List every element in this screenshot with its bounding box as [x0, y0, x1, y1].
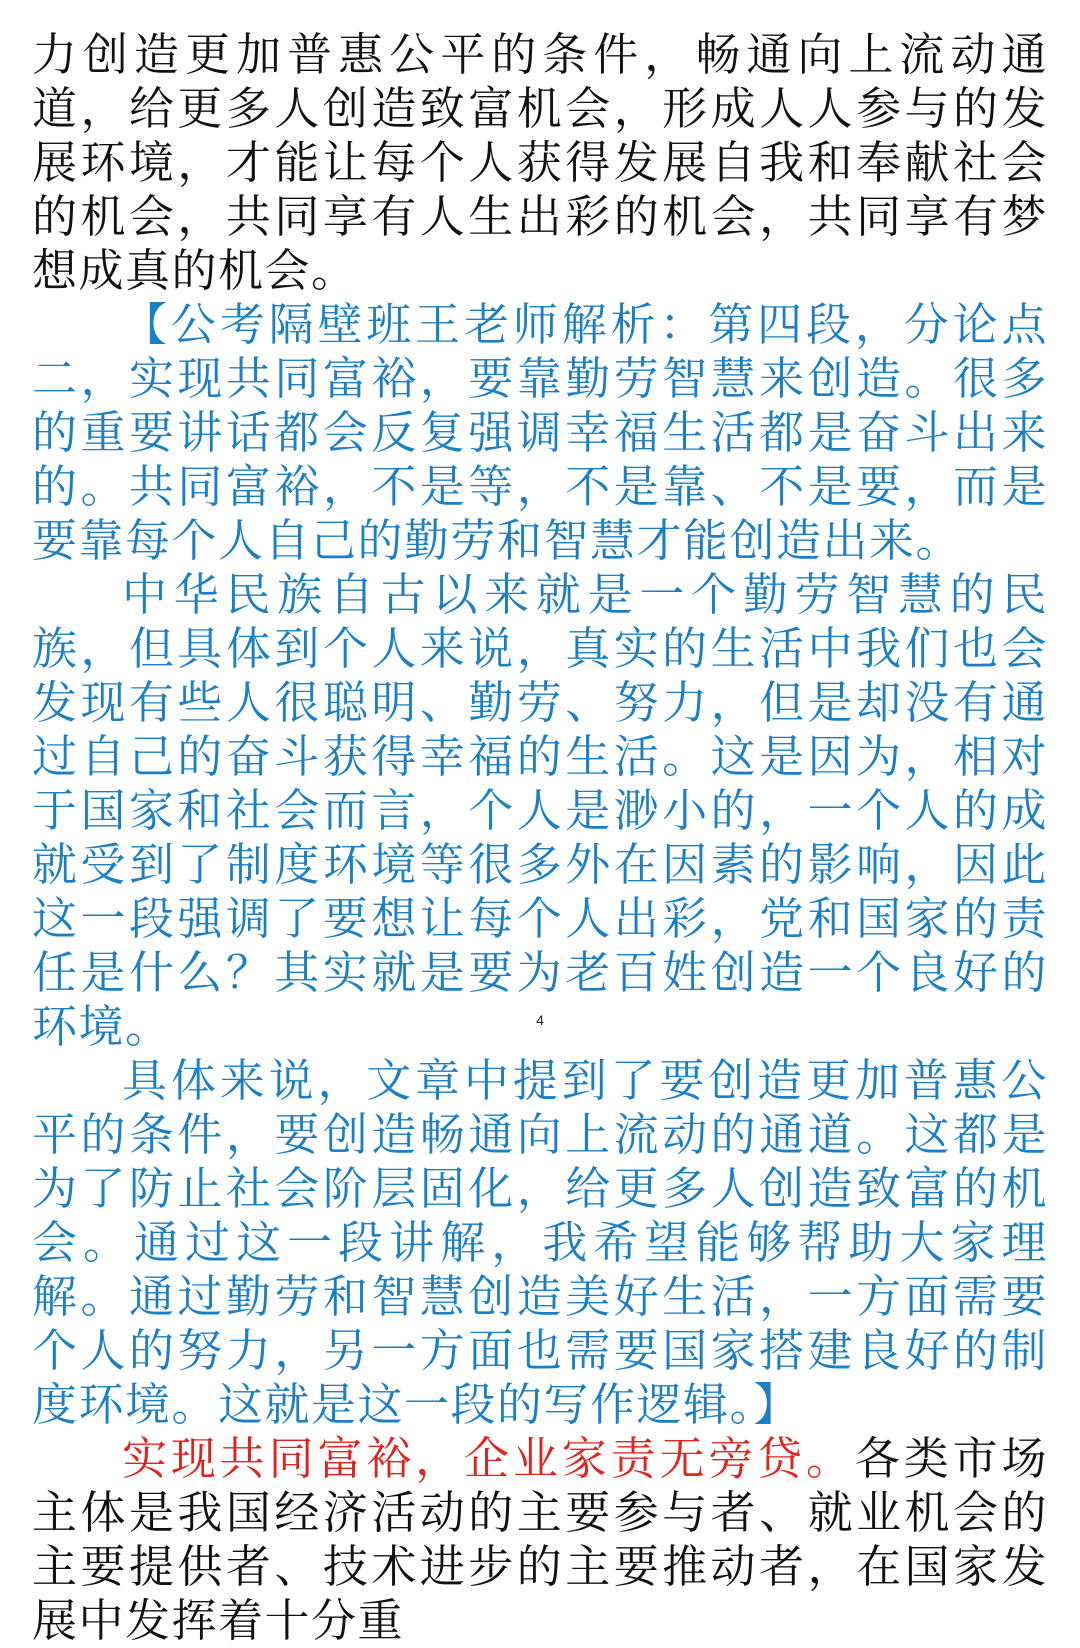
analysis-paragraph-nation: 中华民族自古以来就是一个勤劳智慧的民族，但具体到个人来说，真实的生活中我们也会发现有些人很聪明、勤劳、努力，但是却没有通过自己的奋斗获得幸福的生活。这是因为，相对于国家和社会而言，个人是渺小的，一个人的成就受到了制度环境等很多外在因素的影响，因此这一段强调了要想让每个人出彩，党和国家的责任是什么？其实就是要为老百姓创造一个良好的环境。	[32, 568, 1048, 1053]
analysis-paragraph-specifics: 具体来说，文章中提到了要创造更加普惠公平的条件，要创造畅通向上流动的通道。这都是为了防止社会阶层固化，给更多人创造致富的机会。通过这一段讲解，我希望能够帮助大家理解。通过勤劳和智慧创造美好生活，一方面需要个人的努力，另一方面也需要国家搭建良好的制度环境。这就是这一段的写作逻辑。】	[32, 1054, 1048, 1431]
document-page	[32, 28, 1048, 1648]
highlighted-topic-sentence: 实现共同富裕，企业家责无旁贷。	[122, 1432, 855, 1485]
body-paragraph-continuation: 力创造更加普惠公平的条件，畅通向上流动通道，给更多人创造致富机会，形成人人参与的发展环境，才能让每个人获得发展自我和奉献社会的机会，共同享有人生出彩的机会，共同享有梦想成真的机会。	[32, 28, 1048, 297]
body-paragraph-entrepreneurs	[32, 1432, 1048, 1648]
analysis-paragraph-intro: 【公考隔壁班王老师解析：第四段，分论点二，实现共同富裕，要靠勤劳智慧来创造。很多的重要讲话都会反复强调幸福生活都是奋斗出来的。共同富裕，不是等，不是靠、不是要，而是要靠每个人自己的勤劳和智慧才能创造出来。	[32, 298, 1048, 567]
paragraph-body-text: 各类市场主体是我国经济活动的主要参与者、就业机会的主要提供者、技术进步的主要推动者，在国家发展中发挥着十分重	[32, 1432, 1048, 1647]
page-number: 4	[536, 1012, 544, 1028]
